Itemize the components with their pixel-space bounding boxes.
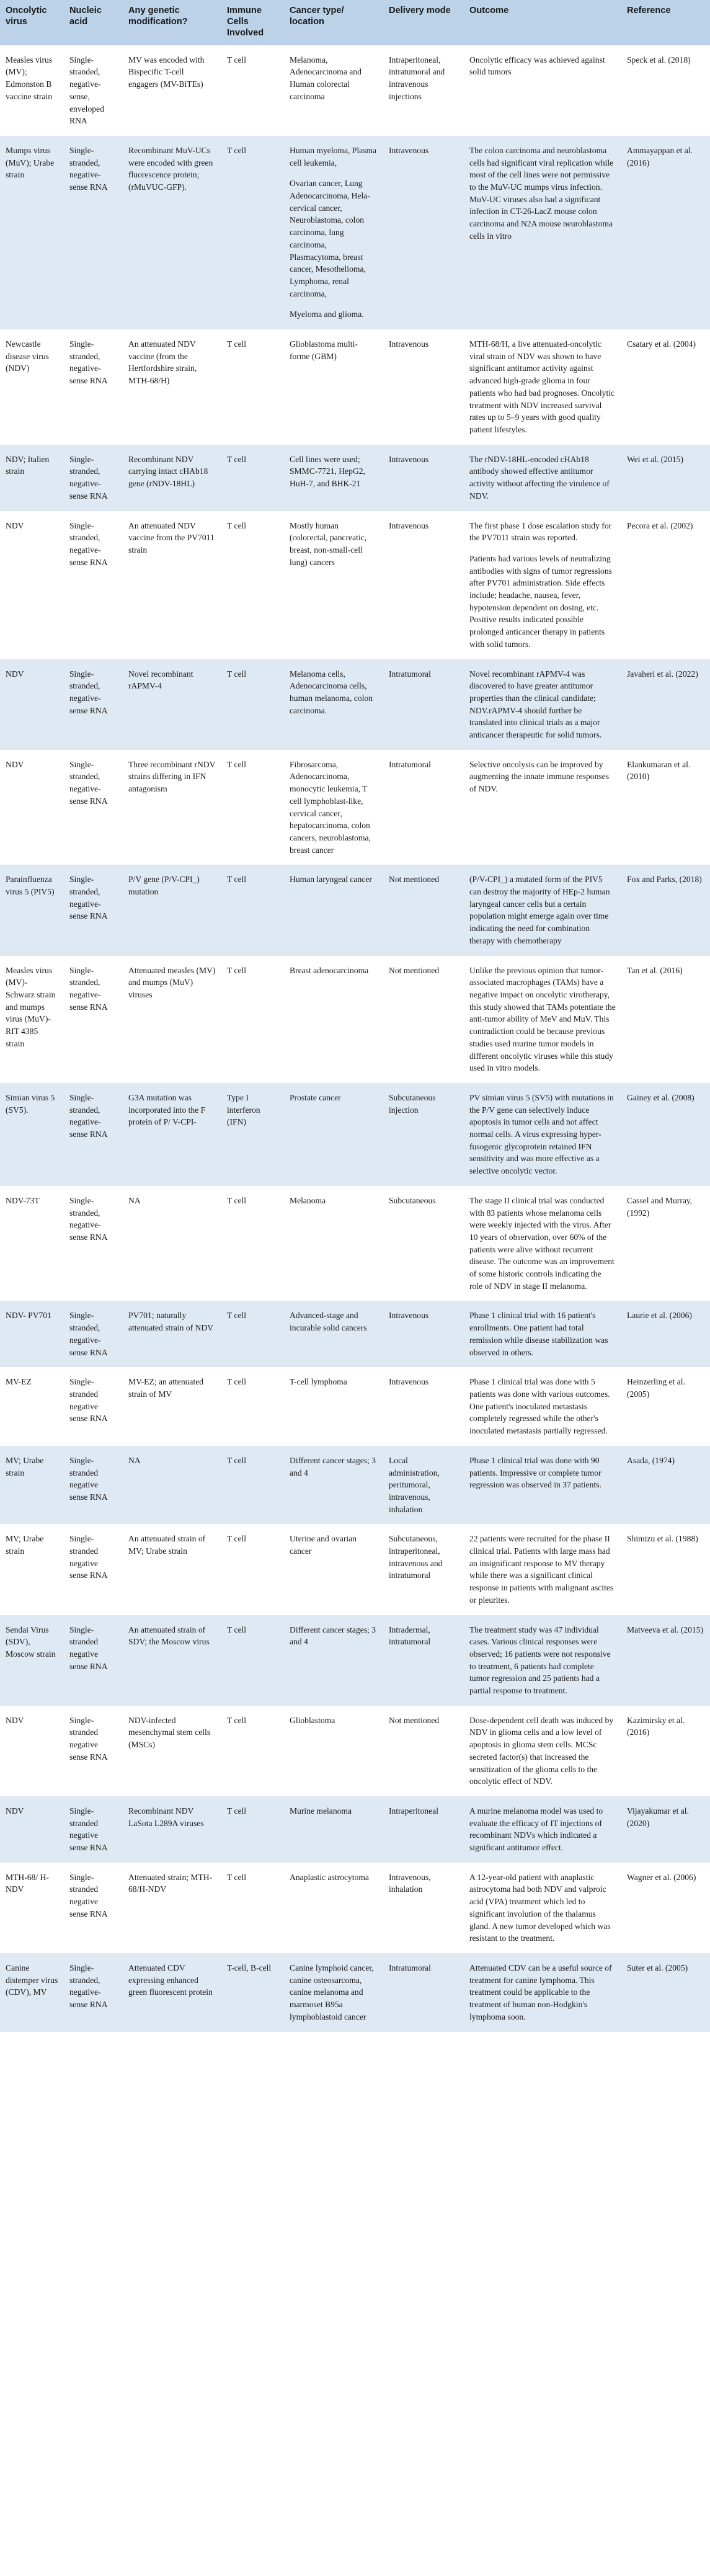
immune-cells-cell: T cell: [221, 1301, 284, 1367]
delivery-mode-cell: Intratumoral: [383, 750, 464, 865]
outcome-cell-paragraph: The colon carcinoma and neuroblastoma cells had significant viral replication while most of the cell lines were not permissive to the MuV-UC mumps virus infection. MuV-UC viruses also had a significant infection in CT-26-LacZ mouse colon carcinoma and N2A mouse neuroblastoma cells in vitro: [469, 145, 614, 241]
cancer-type-cell-paragraph: T-cell lymphoma: [290, 1377, 347, 1387]
virus-cell: NDV: [0, 750, 64, 865]
outcome-cell-paragraph: Phase 1 clinical trial was done with 90 patients. Impressive or complete tumor regression was observed in 37 patients.: [469, 1455, 601, 1490]
reference-cell: Ammayappan et al. (2016): [621, 136, 710, 329]
modification-cell: MV-EZ; an attenuated strain of MV: [123, 1367, 221, 1446]
outcome-cell: [464, 865, 621, 955]
header-genetic-modification: Any genetic modification?: [123, 0, 221, 45]
immune-cells-cell: T cell: [221, 136, 284, 329]
table-body: [0, 45, 710, 2032]
nucleic-acid-cell: Single-stranded, negative-sense RNA: [64, 659, 123, 750]
outcome-cell: [464, 1524, 621, 1615]
virus-cell: MV-EZ: [0, 1367, 64, 1446]
table-row: [0, 956, 710, 1083]
virus-cell: NDV: [0, 511, 64, 659]
delivery-mode-cell: Intradermal, intratumoral: [383, 1615, 464, 1706]
cancer-type-cell-paragraph: Human myeloma, Plasma cell leukemia,: [290, 145, 377, 167]
virus-cell: NDV; Italien strain: [0, 445, 64, 511]
cancer-type-cell-paragraph: Advanced-stage and incurable solid cancers: [290, 1311, 367, 1333]
modification-cell: An attenuated strain of SDV; the Moscow virus: [123, 1615, 221, 1706]
nucleic-acid-cell: Single-stranded, negative-sense RNA: [64, 1301, 123, 1367]
table-row: [0, 1863, 710, 1953]
immune-cells-cell: T cell: [221, 659, 284, 750]
reference-cell: Csatary et al. (2004): [621, 329, 710, 445]
immune-cells-cell: T cell: [221, 865, 284, 955]
outcome-cell: [464, 445, 621, 511]
cancer-type-cell: [284, 1446, 383, 1525]
reference-cell: Matveeva et al. (2015): [621, 1615, 710, 1706]
cancer-type-cell: [284, 1524, 383, 1615]
cancer-type-cell-paragraph: Different cancer stages; 3 and 4: [290, 1455, 376, 1477]
cancer-type-cell-paragraph: Myeloma and glioma.: [290, 310, 364, 319]
delivery-mode-cell: Intravenous: [383, 329, 464, 445]
modification-cell: G3A mutation was incorporated into the F protein of P/ V-CPI-: [123, 1083, 221, 1186]
outcome-cell: [464, 1706, 621, 1796]
virus-cell: NDV: [0, 1796, 64, 1863]
immune-cells-cell: T cell: [221, 1186, 284, 1301]
header-cancer-type: Cancer type/ location: [284, 0, 383, 45]
cancer-type-cell: [284, 750, 383, 865]
cancer-type-cell: [284, 1367, 383, 1446]
delivery-mode-cell: Not mentioned: [383, 1706, 464, 1796]
outcome-cell-paragraph: Dose-dependent cell death was induced by NDV in glioma cells and a low level of apoptosis in glioma stem cells. MCSc secreted factor(s) that increased the sensitization of the glioma cells to the oncolytic effect of NDV.: [469, 1715, 614, 1786]
cancer-type-cell-paragraph: Human laryngeal cancer: [290, 875, 372, 885]
delivery-mode-cell: Intravenous, inhalation: [383, 1863, 464, 1953]
outcome-cell: [464, 1446, 621, 1525]
virus-cell: Mumps virus (MuV); Urabe strain: [0, 136, 64, 329]
table-row: [0, 659, 710, 750]
outcome-cell: [464, 511, 621, 659]
outcome-cell: [464, 1301, 621, 1367]
cancer-type-cell-paragraph: Fibrosarcoma, Adenocarcinoma, monocytic leukemia, T cell lymphoblast-like, cervical cancer, hepatocarcinoma, colon cancers, neuroblastoma, breast cancer: [290, 759, 371, 855]
outcome-cell: [464, 1083, 621, 1186]
immune-cells-cell: T cell: [221, 1706, 284, 1796]
virus-cell: Parainfluenza virus 5 (PIV5): [0, 865, 64, 955]
nucleic-acid-cell: Single-stranded, negative-sense RNA: [64, 1953, 123, 2032]
nucleic-acid-cell: Single-stranded, negative-sense RNA: [64, 956, 123, 1083]
table-row: [0, 1796, 710, 1863]
nucleic-acid-cell: Single-stranded negative sense RNA: [64, 1863, 123, 1953]
header-oncolytic-virus: Oncolytic virus: [0, 0, 64, 45]
outcome-cell: [464, 45, 621, 136]
outcome-cell-paragraph: MTH-68/H, a live attenuated-oncolytic viral strain of NDV was shown to have significant antitumor activity against advanced high-grade glioma in four patients who had bad prognoses. Oncolytic treatment with NDV increased survival rates up to 5–9 years with good quality patient lifestyles.: [469, 339, 615, 434]
immune-cells-cell: T cell: [221, 1524, 284, 1615]
immune-cells-cell: T cell: [221, 1367, 284, 1446]
virus-cell: MV; Urabe strain: [0, 1446, 64, 1525]
modification-cell: An attenuated NDV vaccine (from the Hertfordshire strain, MTH-68/H): [123, 329, 221, 445]
outcome-cell-paragraph: Phase 1 clinical trial with 16 patient's enrollments. One patient had total remission while disease stabilization was observed in others.: [469, 1311, 608, 1357]
outcome-cell-paragraph: Unlike the previous opinion that tumor-associated macrophages (TAMs) have a negative impact on oncolytic virotherapy, this study showed that TAMs potentiate the anti-tumor ability of MeV and MuV. This contradiction could be because previous studies used murine tumor models in different oncolytic viruses while this study used in vitro models.: [469, 965, 616, 1073]
cancer-type-cell: [284, 1615, 383, 1706]
nucleic-acid-cell: Single-stranded, negative-sense RNA: [64, 136, 123, 329]
virus-cell: NDV: [0, 659, 64, 750]
immune-cells-cell: T cell: [221, 45, 284, 136]
reference-cell: Asada, (1974): [621, 1446, 710, 1525]
cancer-type-cell-paragraph: Melanoma cells, Adenocarcinoma cells, human melanoma, colon carcinoma.: [290, 669, 373, 715]
immune-cells-cell: T cell: [221, 445, 284, 511]
outcome-cell: [464, 1367, 621, 1446]
cancer-type-cell: [284, 511, 383, 659]
table-header-row: [0, 0, 710, 45]
outcome-cell: [464, 956, 621, 1083]
header-nucleic-acid: Nucleic acid: [64, 0, 123, 45]
nucleic-acid-cell: Single-stranded negative sense RNA: [64, 1524, 123, 1615]
outcome-cell: [464, 136, 621, 329]
nucleic-acid-cell: Single-stranded, negative-sense RNA: [64, 865, 123, 955]
delivery-mode-cell: Intraperitoneal, intratumoral and intravenous injections: [383, 45, 464, 136]
nucleic-acid-cell: Single-stranded, negative-sense, enveloped RNA: [64, 45, 123, 136]
outcome-cell-paragraph: Oncolytic efficacy was achieved against solid tumors: [469, 55, 605, 77]
outcome-cell-paragraph: Selective oncolysis can be improved by augmenting the innate immune responses of NDV.: [469, 759, 610, 794]
cancer-type-cell: [284, 1186, 383, 1301]
outcome-cell-paragraph: Phase 1 clinical trial was done with 5 patients was done with various outcomes. One patient's inoculated metastasis completely regressed while the other's inoculated metastasis partially regressed.: [469, 1377, 610, 1436]
modification-cell: MV was encoded with Bispecific T-cell engagers (MV-BiTEs): [123, 45, 221, 136]
delivery-mode-cell: Not mentioned: [383, 956, 464, 1083]
cancer-type-cell-paragraph: Ovarian cancer, Lung Adenocarcinoma, Hela-cervical cancer, Neuroblastoma, colon carcinoma, lung carcinoma, Plasmacytoma, breast cancer, Mesothelioma, Lymphoma, renal carcinoma,: [290, 179, 370, 298]
table-row: [0, 1615, 710, 1706]
header-immune-cells: Immune Cells Involved: [221, 0, 284, 45]
virus-cell: NDV-73T: [0, 1186, 64, 1301]
reference-cell: Vijayakumar et al. (2020): [621, 1796, 710, 1863]
cancer-type-cell-paragraph: Canine lymphoid cancer, canine osteosarcoma, canine melanoma and marmoset B95a lymphoblastoid cancer: [290, 1963, 374, 2021]
immune-cells-cell: T cell: [221, 329, 284, 445]
cancer-type-cell: [284, 45, 383, 136]
outcome-cell-paragraph: (P/V-CPI_) a mutated form of the PIV5 can destroy the majority of HEp-2 human laryngeal cancer cells but a certain population might emerge again over time indicating the need for combination therapy with chemotherapy: [469, 875, 610, 945]
cancer-type-cell: [284, 1796, 383, 1863]
modification-cell: PV701; naturally attenuated strain of NDV: [123, 1301, 221, 1367]
reference-cell: Cassel and Murray, (1992): [621, 1186, 710, 1301]
cancer-type-cell-paragraph: Glioblastoma: [290, 1715, 335, 1725]
modification-cell: Attenuated measles (MV) and mumps (MuV) viruses: [123, 956, 221, 1083]
immune-cells-cell: T cell: [221, 1863, 284, 1953]
modification-cell: Recombinant MuV-UCs were encoded with green fluorescence protein; (rMuVUC-GFP).: [123, 136, 221, 329]
modification-cell: Attenuated strain; MTH-68/H-NDV: [123, 1863, 221, 1953]
header-reference: Reference: [621, 0, 710, 45]
nucleic-acid-cell: Single-stranded, negative-sense RNA: [64, 445, 123, 511]
modification-cell: An attenuated NDV vaccine from the PV7011 strain: [123, 511, 221, 659]
delivery-mode-cell: Subcutaneous: [383, 1186, 464, 1301]
delivery-mode-cell: Intravenous: [383, 1367, 464, 1446]
outcome-cell-paragraph: The rNDV-18HL-encoded cHAb18 antibody showed effective antitumor activity without affecting the virulence of NDV.: [469, 454, 610, 501]
cancer-type-cell-paragraph: Mostly human (colorectal, pancreatic, breast, non-small-cell lung) cancers: [290, 520, 367, 567]
reference-cell: Tan et al. (2016): [621, 956, 710, 1083]
delivery-mode-cell: Intratumoral: [383, 1953, 464, 2032]
cancer-type-cell: [284, 329, 383, 445]
delivery-mode-cell: Not mentioned: [383, 865, 464, 955]
immune-cells-cell: T cell: [221, 750, 284, 865]
cancer-type-cell: [284, 136, 383, 329]
outcome-cell-paragraph: 22 patients were recruited for the phase II clinical trial. Patients with large mass had an insignificant response to MV therapy while there was a significant clinical response in patients with malignant ascites or pleurites.: [469, 1534, 614, 1605]
outcome-cell-paragraph: A murine melanoma model was used to evaluate the efficacy of IT injections of recombinant NDVs which indicated a significant antitumor effect.: [469, 1806, 603, 1853]
reference-cell: Wei et al. (2015): [621, 445, 710, 511]
outcome-cell: [464, 750, 621, 865]
table-row: [0, 1186, 710, 1301]
virus-cell: Sendai Virus (SDV), Moscow strain: [0, 1615, 64, 1706]
cancer-type-cell-paragraph: Cell lines were used; SMMC-7721, HepG2, HuH-7, and BHK-21: [290, 454, 365, 489]
table-row: [0, 1706, 710, 1796]
reference-cell: Speck et al. (2018): [621, 45, 710, 136]
reference-cell: Elankumaran et al. (2010): [621, 750, 710, 865]
nucleic-acid-cell: Single-stranded, negative-sense RNA: [64, 750, 123, 865]
delivery-mode-cell: Intravenous: [383, 136, 464, 329]
cancer-type-cell: [284, 445, 383, 511]
immune-cells-cell: T cell: [221, 1796, 284, 1863]
cancer-type-cell-paragraph: Uterine and ovarian cancer: [290, 1534, 357, 1556]
reference-cell: Laurie et al. (2006): [621, 1301, 710, 1367]
nucleic-acid-cell: Single-stranded negative sense RNA: [64, 1706, 123, 1796]
virus-cell: Measles virus (MV); Edmonston B vaccine strain: [0, 45, 64, 136]
cancer-type-cell-paragraph: Anaplastic astrocytoma: [290, 1872, 369, 1882]
modification-cell: Attenuated CDV expressing enhanced green fluorescent protein: [123, 1953, 221, 2032]
outcome-cell: [464, 1863, 621, 1953]
cancer-type-cell: [284, 1863, 383, 1953]
cancer-type-cell: [284, 865, 383, 955]
virus-cell: Simian virus 5 (SV5).: [0, 1083, 64, 1186]
immune-cells-cell: T-cell, B-cell: [221, 1953, 284, 2032]
cancer-type-cell: [284, 1706, 383, 1796]
cancer-type-cell: [284, 1953, 383, 2032]
cancer-type-cell: [284, 1301, 383, 1367]
outcome-cell-paragraph: A 12-year-old patient with anaplastic astrocytoma had both NDV and valproic acid (VPA) treatment which led to significant involution of the thalamus gland. A new tumor developed which was resistant to the treatment.: [469, 1872, 611, 1943]
outcome-cell: [464, 1796, 621, 1863]
virus-cell: NDV- PV701: [0, 1301, 64, 1367]
delivery-mode-cell: Intraperitoneal: [383, 1796, 464, 1863]
table-row: [0, 1524, 710, 1615]
cancer-type-cell: [284, 956, 383, 1083]
reference-cell: Shimizu et al. (1988): [621, 1524, 710, 1615]
nucleic-acid-cell: Single-stranded, negative-sense RNA: [64, 1083, 123, 1186]
table-row: [0, 329, 710, 445]
table-row: [0, 1083, 710, 1186]
outcome-cell-paragraph: Novel recombinant rAPMV-4 was discovered to have greater antitumor properties than the clinical candidate; NDV.rAPMV-4 should further be translated into clinical trials as a major anticancer therapeutic for solid tumors.: [469, 669, 602, 740]
immune-cells-cell: T cell: [221, 511, 284, 659]
virus-cell: MTH-68/ H-NDV: [0, 1863, 64, 1953]
reference-cell: Kazimirsky et al. (2016): [621, 1706, 710, 1796]
outcome-cell: [464, 1186, 621, 1301]
cancer-type-cell-paragraph: Melanoma, Adenocarcinoma and Human colorectal carcinoma: [290, 55, 362, 101]
nucleic-acid-cell: Single-stranded, negative-sense RNA: [64, 1186, 123, 1301]
modification-cell: Three recombinant rNDV strains differing in IFN antagonism: [123, 750, 221, 865]
modification-cell: NA: [123, 1446, 221, 1525]
delivery-mode-cell: Intravenous: [383, 1301, 464, 1367]
table-row: [0, 750, 710, 865]
delivery-mode-cell: Intratumoral: [383, 659, 464, 750]
virus-cell: Measles virus (MV)- Schwarz strain and mumps virus (MuV)- RIT 4385 strain: [0, 956, 64, 1083]
delivery-mode-cell: Subcutaneous, intraperitoneal, intravenous and intratumoral: [383, 1524, 464, 1615]
modification-cell: P/V gene (P/V-CPI_) mutation: [123, 865, 221, 955]
outcome-cell-paragraph: The stage II clinical trial was conducted with 83 patients whose melanoma cells were weekly injected with the virus. After 10 years of observation, over 60% of the patients were alive without recurrent disease. The outcome was an improvement of some historic controls indicating the role of NDV in stage II melanoma.: [469, 1195, 615, 1291]
virus-cell: NDV: [0, 1706, 64, 1796]
table-row: [0, 1953, 710, 2032]
nucleic-acid-cell: Single-stranded, negative-sense RNA: [64, 329, 123, 445]
table-row: [0, 136, 710, 329]
outcome-cell: [464, 1953, 621, 2032]
nucleic-acid-cell: Single-stranded negative sense RNA: [64, 1446, 123, 1525]
immune-cells-cell: T cell: [221, 956, 284, 1083]
table-row: [0, 1301, 710, 1367]
outcome-cell: [464, 329, 621, 445]
table-row: [0, 865, 710, 955]
virus-cell: MV; Urabe strain: [0, 1524, 64, 1615]
outcome-cell-paragraph: The first phase 1 dose escalation study for the PV7011 strain was reported.: [469, 520, 612, 543]
reference-cell: Wagner et al. (2006): [621, 1863, 710, 1953]
modification-cell: NA: [123, 1186, 221, 1301]
reference-cell: Javaheri et al. (2022): [621, 659, 710, 750]
table-row: [0, 445, 710, 511]
immune-cells-cell: T cell: [221, 1615, 284, 1706]
modification-cell: Novel recombinant rAPMV-4: [123, 659, 221, 750]
nucleic-acid-cell: Single-stranded negative sense RNA: [64, 1796, 123, 1863]
cancer-type-cell-paragraph: Melanoma: [290, 1195, 326, 1205]
table-row: [0, 511, 710, 659]
header-outcome: Outcome: [464, 0, 621, 45]
modification-cell: An attenuated strain of MV; Urabe strain: [123, 1524, 221, 1615]
reference-cell: Gainey et al. (2008): [621, 1083, 710, 1186]
delivery-mode-cell: Local administration, peritumoral, intravenous, inhalation: [383, 1446, 464, 1525]
immune-cells-cell: T cell: [221, 1446, 284, 1525]
nucleic-acid-cell: Single-stranded negative sense RNA: [64, 1367, 123, 1446]
immune-cells-cell: Type I interferon (IFN): [221, 1083, 284, 1186]
delivery-mode-cell: Subcutaneous injection: [383, 1083, 464, 1186]
table-row: [0, 45, 710, 136]
nucleic-acid-cell: Single-stranded, negative-sense RNA: [64, 511, 123, 659]
outcome-cell-paragraph: The treatment study was 47 individual cases. Various clinical responses were observed; 16 patients were not responsive to treatment, 6 patients had complete tumor regression and 25 patients had a partial response to treatment.: [469, 1624, 611, 1696]
outcome-cell-paragraph: Attenuated CDV can be a useful source of treatment for canine lymphoma. This treatment could be applicable to the treatment of human non-Hodgkin's lymphoma soon.: [469, 1963, 612, 2021]
cancer-type-cell: [284, 1083, 383, 1186]
delivery-mode-cell: Intravenous: [383, 511, 464, 659]
cancer-type-cell-paragraph: Murine melanoma: [290, 1806, 352, 1816]
virus-cell: Newcastle disease virus (NDV): [0, 329, 64, 445]
outcome-cell-paragraph: PV simian virus 5 (SV5) with mutations in the P/V gene can selectively induce apoptosis in tumor cells and not affect normal cells. A virus expressing hyper-fusogenic glycoprotein retained IFN sensitivity and was more effective as a selective oncolytic vector.: [469, 1092, 614, 1176]
cancer-type-cell-paragraph: Prostate cancer: [290, 1092, 341, 1102]
cancer-type-cell-paragraph: Glioblastoma multi-forme (GBM): [290, 339, 358, 361]
cancer-type-cell: [284, 659, 383, 750]
virus-cell: Canine distemper virus (CDV), MV: [0, 1953, 64, 2032]
reference-cell: Heinzerling et al. (2005): [621, 1367, 710, 1446]
table-row: [0, 1446, 710, 1525]
reference-cell: Suter et al. (2005): [621, 1953, 710, 2032]
nucleic-acid-cell: Single-stranded negative sense RNA: [64, 1615, 123, 1706]
header-delivery-mode: Delivery mode: [383, 0, 464, 45]
modification-cell: Recombinant NDV LaSota L289A viruses: [123, 1796, 221, 1863]
outcome-cell-paragraph: Patients had various levels of neutralizing antibodies with signs of tumor regressions after PV701 administration. Side effects include; headache, nausea, fever, hypotension dependent on dosing, etc. Positive results indicated possible prolonged anticancer therapy in patients with solid tumors.: [469, 553, 612, 649]
cancer-type-cell-paragraph: Breast adenocarcinoma: [290, 965, 369, 975]
modification-cell: Recombinant NDV carrying intact cHAb18 gene (rNDV-18HL): [123, 445, 221, 511]
outcome-cell: [464, 659, 621, 750]
outcome-cell: [464, 1615, 621, 1706]
reference-cell: Pecora et al. (2002): [621, 511, 710, 659]
delivery-mode-cell: Intravenous: [383, 445, 464, 511]
reference-cell: Fox and Parks, (2018): [621, 865, 710, 955]
cancer-type-cell-paragraph: Different cancer stages; 3 and 4: [290, 1624, 376, 1647]
modification-cell: NDV-infected mesenchymal stem cells (MSCs): [123, 1706, 221, 1796]
table-row: [0, 1367, 710, 1446]
